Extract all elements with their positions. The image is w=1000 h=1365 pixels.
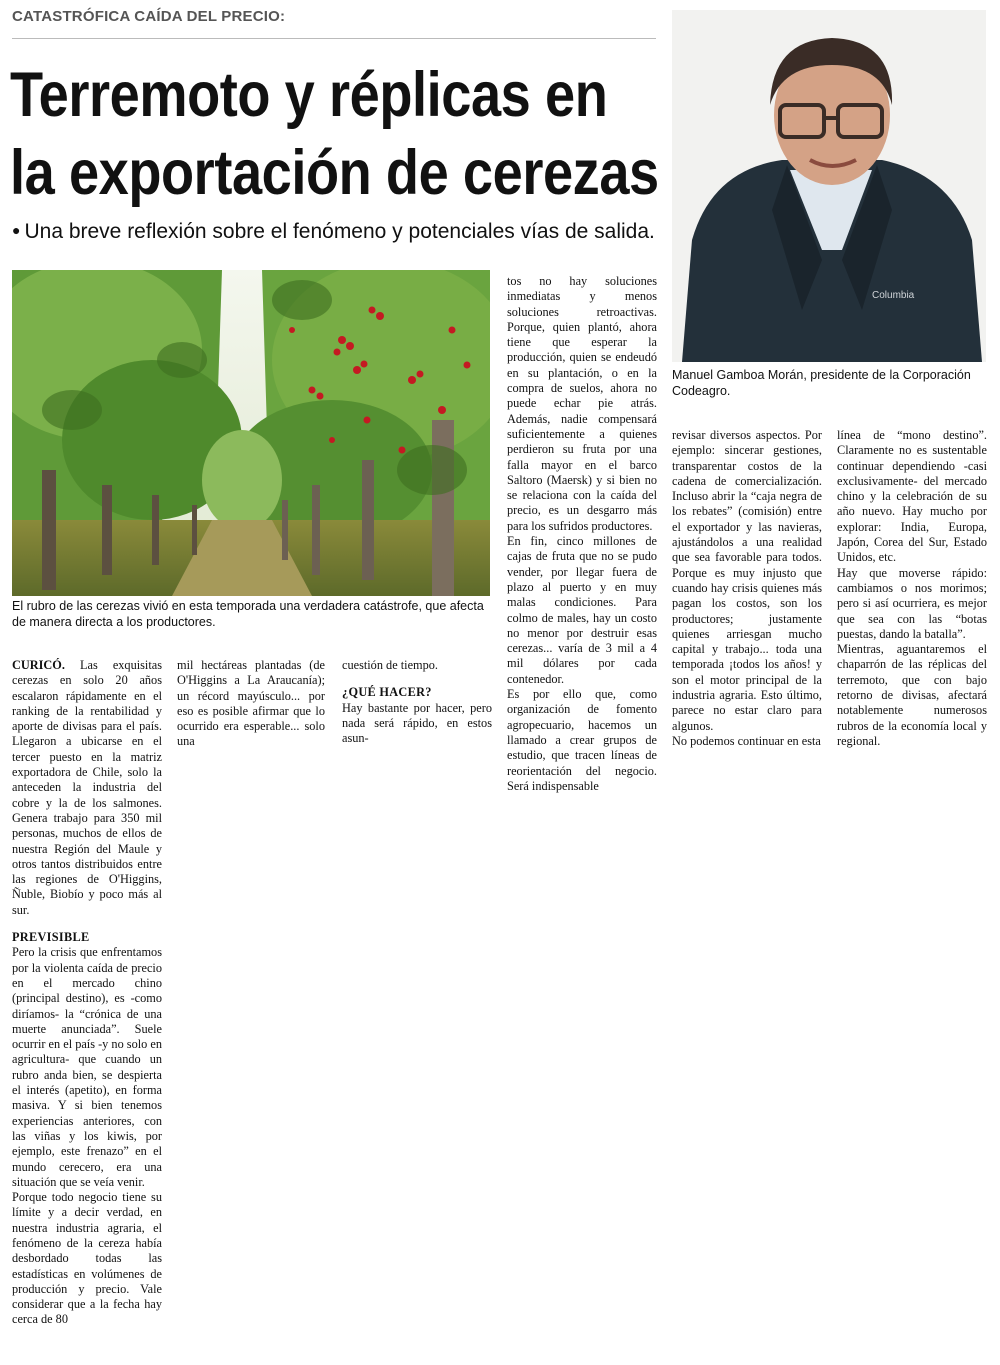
headline-line-1: Terremoto y réplicas en <box>10 60 608 130</box>
article-column-3 <box>342 658 492 746</box>
jacket-logo-text: Columbia <box>872 290 915 301</box>
lead-paragraph <box>12 658 162 918</box>
kicker-divider <box>12 38 656 39</box>
paragraph: En fin, cinco millones de cajas de fruta que no se pudo vender, por llegar fuera de plazo al puerto y en muy malas condiciones. Para colmo de males, hay un costo no menor por destruir esas cerezas... varía de 3 mil a 4 mil dólares por cada contenedor. <box>507 534 657 686</box>
subhead <box>12 220 655 244</box>
section-heading-que-hacer: ¿QUÉ HACER? <box>342 685 432 700</box>
article-column-6 <box>837 428 987 749</box>
paragraph: Porque todo negocio tiene su límite y a decir verdad, en nuestra industria agraria, el fenómeno de la cereza había desbordado todas las estadísticas en volúmenes de producción y precio. Vale considerar que a la fecha hay cerca de 80 <box>12 1190 162 1327</box>
paragraph: Hay que moverse rápido: cambiamos o nos morimos; pero si así ocurriera, es mejor que sea con las “botas puestas, dando la batalla”. <box>837 565 987 641</box>
section-heading-previsible: PREVISIBLE <box>12 930 90 945</box>
portrait-photo-caption: Manuel Gamboa Morán, presidente de la Corporación Codeagro. <box>672 368 971 398</box>
portrait-photo <box>672 10 986 362</box>
paragraph: mil hectáreas plantadas (de O'Higgins a La Araucanía); un récord mayúsculo... por eso es posible afirmar que lo ocurrido era esperable... solo una <box>177 658 325 749</box>
article-column-1 <box>12 658 162 1328</box>
kicker: CATASTRÓFICA CAÍDA DEL PRECIO: <box>12 8 286 25</box>
paragraph: revisar diversos aspectos. Por ejemplo: sincerar gestiones, transparentar costos de la cadena de comercialización. Incluso abrir la “caja negra de los rebates” (comisión) entre el exportador y las navieras, ajustándolos a una realidad que sea favorable para todos. Porque es muy injusto que cuando hay crisis quienes más pagan los costos, son los productores; justamente quienes arriesgan mucho capital y trabajo... toda una temporada ¡todos los años! y son el motor principal de la industria agraria. Esto último, parece no estar claro para algunos. <box>672 428 822 733</box>
paragraph: Es por ello que, como organización de fomento agropecuario, hacemos un llamado a crear grupos de estudio, que tracen líneas de reorientación del negocio. Será indispensable <box>507 687 657 793</box>
headline-line-2: la exportación de cerezas <box>10 138 659 208</box>
cherry-orchard-photo <box>12 270 490 596</box>
paragraph: Pero la crisis que enfrentamos por la violenta caída de precio en el mercado chino (principal destino), es -como diríamos- la “crónica de una muerte anunciada”. Suele ocurrir en el país -y no solo en agricultura- que cuando un rubro anda bien, se despierta el interés (apetito), en forma masiva. Y si bien tenemos experiencias anteriores, con las viñas y los kiwis, por ejemplo, este frenazo” en el mundo cerecero, era una situación que se veía venir. <box>12 945 162 1189</box>
paragraph: Mientras, aguantaremos el chaparrón de las réplicas del terremoto, que con bajo retorno de divisas, afectará notablemente numerosos rubros de la economía local y regional. <box>837 642 987 748</box>
bullet-icon: ● <box>12 222 21 238</box>
paragraph: No podemos continuar en esta <box>672 733 821 748</box>
paragraph: tos no hay soluciones inmediatas y menos soluciones retroactivas. Porque, quien plantó, ahora tiene que esperar la producción, quien se endeudó en su plantación, o en la compra de suelos, ahora no puede echar pie atrás. Además, nadie compensará suficientemente a quienes perdieron su fruta por una falla mayor en el barco Saltoro (Maersk) y si bien no se relaciona con la caída del precio, es un desgarro más para los sufridos productores. <box>507 274 657 533</box>
subhead-text: Una breve reflexión sobre el fenómeno y potenciales vías de salida. <box>24 220 655 243</box>
article-column-2 <box>177 658 325 750</box>
paragraph: Hay bastante por hacer, pero nada será rápido, en estos asun- <box>342 700 492 746</box>
lead-paragraph-text: Las exquisitas cerezas en solo 20 años escalaron rápidamente en el ranking de la rentabilidad y aporte de divisas para el país. Llegaron a ubicarse en el tercer puesto en la matriz exportadora de Chile, solo la anteceden la industria del cobre y la de los salmones. Genera trabajo para 350 mil personas, muchos de ellos de nuestra Región del Maule y otros tantos distribuidos entre las regiones de O'Higgins, Ñuble, Biobío y poco más al sur. <box>12 658 163 917</box>
article-column-5 <box>672 428 822 749</box>
article-column-4 <box>507 274 657 794</box>
headline <box>10 56 659 212</box>
paragraph: cuestión de tiempo. <box>342 658 438 672</box>
orchard-photo-caption: El rubro de las cerezas vivió en esta temporada una verdadera catástrofe, que afecta de manera directa a los productores. <box>12 599 484 629</box>
dateline: CURICÓ. <box>12 658 65 672</box>
paragraph: línea de “mono destino”. Claramente no es sustentable continuar dependiendo -casi exclusivamente- del mercado chino y la celebración de su año nuevo. Hay mucho por explorar: India, Europa, Japón, Corea del Sur, Estado Unidos, etc. <box>837 428 987 565</box>
